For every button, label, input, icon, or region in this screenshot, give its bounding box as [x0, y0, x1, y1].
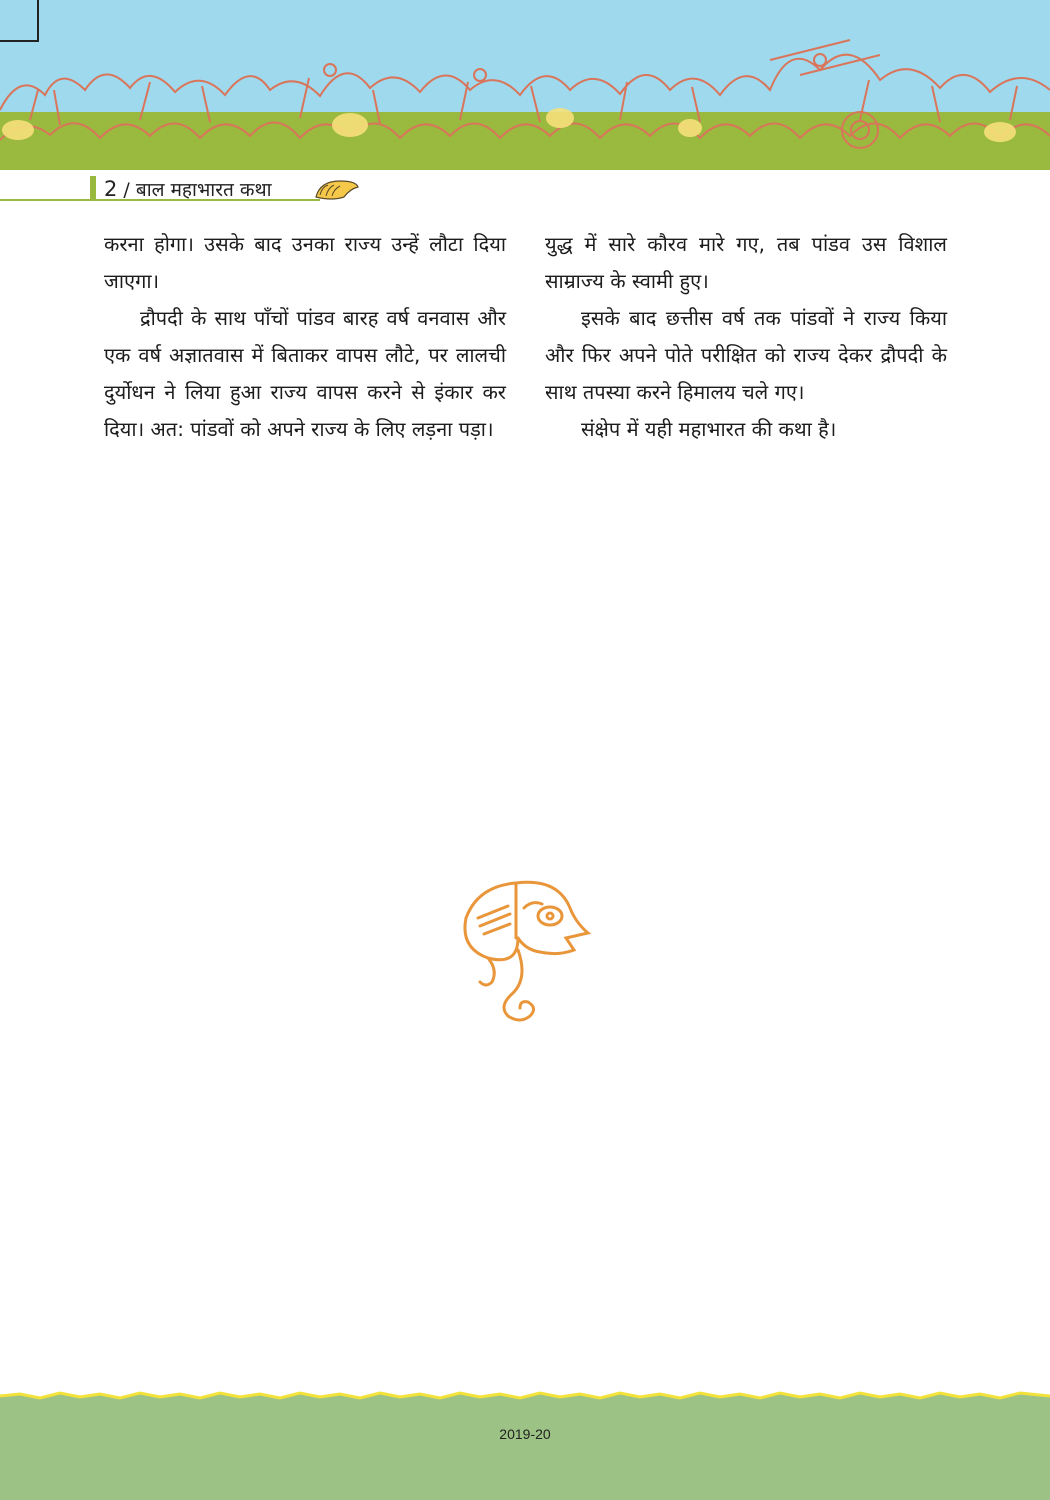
crop-mark — [0, 40, 38, 42]
paragraph: इसके बाद छत्तीस वर्ष तक पांडवों ने राज्य किया और फिर अपने पोते परीक्षित को राज्य देकर द्रौपदी के साथ तपस्या करने हिमालय चले गए। — [545, 306, 947, 404]
right-column — [545, 226, 947, 448]
conch-ornament-icon — [310, 177, 362, 203]
top-banner — [0, 0, 1050, 170]
header-marker — [90, 176, 96, 200]
paragraph: युद्ध में सारे कौरव मारे गए, तब पांडव उस विशाल साम्राज्य के स्वामी हुए। — [545, 232, 947, 293]
footer-band — [0, 1388, 1050, 1500]
footer-wavy-edge — [0, 1388, 1050, 1408]
header-separator: / — [123, 179, 130, 201]
running-header — [104, 176, 272, 202]
footer-year: 2019-20 — [499, 1426, 551, 1442]
crop-mark — [37, 0, 39, 42]
battle-illustration — [0, 0, 1050, 170]
paragraph: संक्षेप में यही महाभारत की कथा है। — [581, 417, 837, 441]
chameleon-mascot-icon — [458, 878, 598, 1023]
left-column — [104, 226, 506, 448]
paragraph: करना होगा। उसके बाद उनका राज्य उन्हें लौटा दिया जाएगा। — [104, 232, 506, 293]
paragraph: द्रौपदी के साथ पाँचों पांडव बारह वर्ष वनवास और एक वर्ष अज्ञातवास में बिताकर वापस लौटे, पर लालची दुर्योधन ने लिया हुआ राज्य वापस करने से इंकार कर दिया। अत: पांडवों को अपने राज्य के लिए लड़ना पड़ा। — [104, 306, 506, 441]
page-number: 2 — [104, 177, 118, 201]
book-title: बाल महाभारत कथा — [135, 179, 272, 201]
